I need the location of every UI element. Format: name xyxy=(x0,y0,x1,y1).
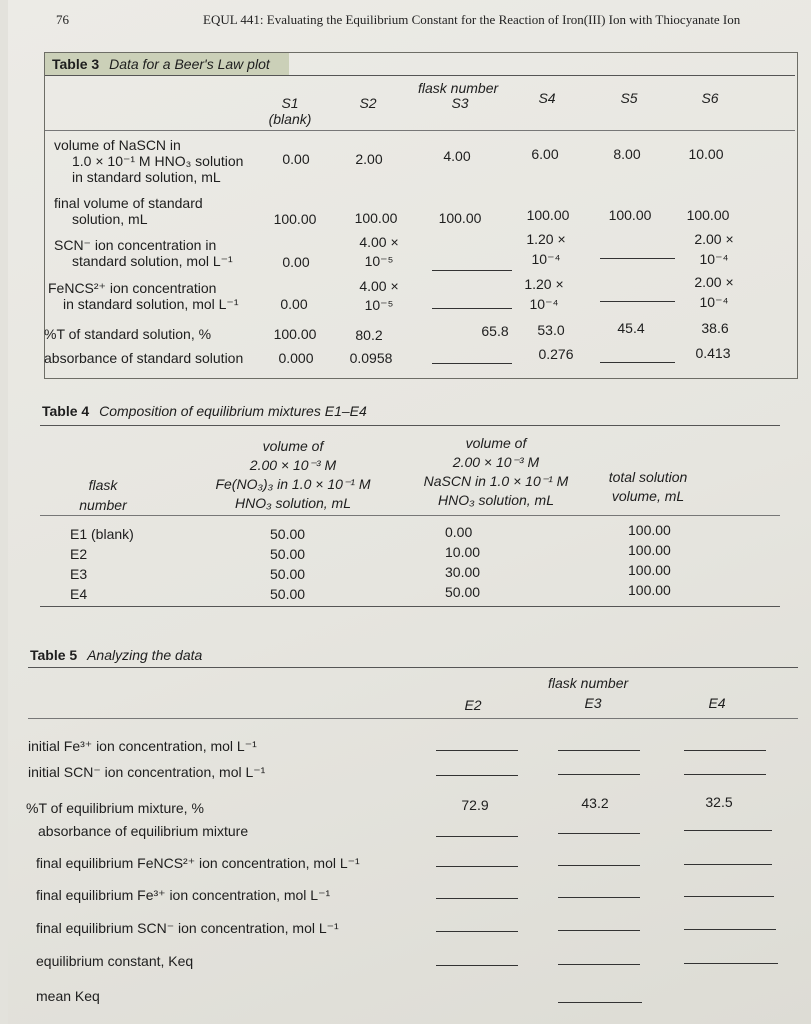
t5-r8-e2-blank xyxy=(436,965,518,966)
t3-r3-s3-blank xyxy=(432,270,512,271)
t5-r5-e2-blank xyxy=(436,866,518,867)
table5-label: Table 5 xyxy=(30,647,78,663)
table3-col-s5: S5 xyxy=(620,90,638,106)
table3-caption-rule xyxy=(45,75,795,76)
table4-top-rule xyxy=(40,425,780,426)
t4-scn-cell: 30.00 xyxy=(445,564,481,580)
t5-r3-e4: 32.5 xyxy=(705,794,733,810)
hdr-line: 2.00 × 10⁻³ M xyxy=(249,457,337,473)
t5-row9-label: mean Keq xyxy=(36,988,100,1004)
t4-flask-cell: E1 (blank) xyxy=(70,526,134,542)
t5-r3-e3: 43.2 xyxy=(581,795,609,811)
t5-r2-e2-blank xyxy=(436,775,518,776)
t5-row2-label: initial SCN⁻ ion concentration, mol L⁻¹ xyxy=(28,764,266,780)
t3-r3-s1: 0.00 xyxy=(282,254,310,270)
t3-r1-s2: 2.00 xyxy=(355,151,383,167)
t3-r4-s1: 0.00 xyxy=(280,296,308,312)
t5-r1-e3-blank xyxy=(558,750,640,751)
t3-r1-s3: 4.00 xyxy=(443,148,471,164)
hdr-line: number xyxy=(79,497,127,513)
t5-r8-e3-blank xyxy=(558,964,640,965)
hdr-line: 2.00 × 10⁻³ M xyxy=(452,454,540,470)
t4-fe-column xyxy=(270,524,305,604)
t4-scn-cell: 10.00 xyxy=(445,544,481,560)
t3-r3-s6: 2.00 × 10⁻⁴ xyxy=(694,231,734,267)
hdr-line: Fe(NO₃)₃ in 1.0 × 10⁻¹ M xyxy=(215,476,371,492)
label-line: SCN⁻ ion concentration in xyxy=(54,237,217,253)
t3-r3-s2: 4.00 × 10⁻⁵ xyxy=(359,234,399,269)
t5-col-e3: E3 xyxy=(584,695,602,711)
t5-col-e4: E4 xyxy=(708,695,726,711)
t3-r6-s2: 0.0958 xyxy=(349,350,393,366)
t4-scn-cell: 0.00 xyxy=(445,524,473,540)
table5-header-rule xyxy=(28,718,798,719)
t5-r6-e3-blank xyxy=(558,897,640,898)
t3-r6-s3-blank xyxy=(432,363,512,364)
label-line: standard solution, mol L⁻¹ xyxy=(72,253,233,269)
t5-row7-label: final equilibrium SCN⁻ ion concentration, mol L⁻¹ xyxy=(36,920,339,936)
t4-fe-cell: 50.00 xyxy=(270,546,306,562)
table4-caption xyxy=(42,403,367,419)
t4-total-cell: 100.00 xyxy=(628,562,671,578)
t3-row6-label: absorbance of standard solution xyxy=(44,350,244,366)
t4-fe-cell: 50.00 xyxy=(270,526,306,542)
hdr-line: HNO₃ solution, mL xyxy=(234,495,352,511)
t5-r2-e4-blank xyxy=(684,774,766,775)
t4-fe-cell: 50.00 xyxy=(270,586,306,602)
label-line: volume of NaSCN in xyxy=(54,137,181,153)
t3-r5-s1: 100.00 xyxy=(273,326,317,342)
t3-r2-s1: 100.00 xyxy=(273,211,317,227)
t3-r5-s6: 38.6 xyxy=(701,320,729,336)
t5-r6-e4-blank xyxy=(684,896,774,897)
t3-r1-s5: 8.00 xyxy=(613,146,641,162)
table3-label: Table 3 xyxy=(52,56,100,72)
t4-scn-cell: 50.00 xyxy=(445,584,481,600)
t3-row1-label xyxy=(54,137,243,185)
t3-r5-s5: 45.4 xyxy=(617,320,645,336)
t5-r5-e4-blank xyxy=(684,864,772,865)
t5-r7-e2-blank xyxy=(436,931,518,932)
table3-title: Data for a Beer's Law plot xyxy=(109,56,270,72)
col-sub: (blank) xyxy=(268,111,312,127)
t3-row2-label xyxy=(54,195,203,227)
table4-header-rule xyxy=(40,515,780,516)
t5-col-e2: E2 xyxy=(464,697,482,713)
t5-r7-e3-blank xyxy=(558,930,640,931)
t4-flask-cell: E3 xyxy=(70,566,88,582)
t5-r4-e3-blank xyxy=(558,833,640,834)
t3-r4-s4: 1.20 × 10⁻⁴ xyxy=(524,276,564,312)
hdr-line: volume of xyxy=(262,438,324,454)
t4-total-cell: 100.00 xyxy=(628,522,671,538)
table3-header-rule xyxy=(45,130,795,131)
t3-r4-s3-blank xyxy=(432,308,512,309)
worksheet-page xyxy=(8,0,811,1024)
table5-title: Analyzing the data xyxy=(87,647,203,663)
t3-r2-s4: 100.00 xyxy=(526,207,570,223)
t5-flask-number-header: flask number xyxy=(548,675,629,691)
hdr-line: volume, mL xyxy=(611,488,685,504)
label-line: 1.0 × 10⁻¹ M HNO₃ solution xyxy=(72,153,244,169)
t5-mean-keq-blank xyxy=(558,1002,642,1003)
t5-row1-label: initial Fe³⁺ ion concentration, mol L⁻¹ xyxy=(28,738,257,754)
t3-row3-label xyxy=(54,237,233,269)
t3-r5-s4: 53.0 xyxy=(537,322,565,338)
t4-header-scn xyxy=(391,434,601,510)
t3-r5-s3: 65.8 xyxy=(481,323,509,339)
table4-bottom-rule xyxy=(40,606,780,607)
label-line: solution, mL xyxy=(72,211,148,227)
t3-r6-s4: 0.276 xyxy=(538,346,574,362)
table3-col-s2: S2 xyxy=(359,95,377,111)
col-id: S1 xyxy=(281,95,299,111)
table3-caption xyxy=(52,56,270,72)
t5-r2-e3-blank xyxy=(558,774,640,775)
t5-r4-e2-blank xyxy=(436,836,518,837)
t4-flask-cell: E2 xyxy=(70,546,88,562)
t3-r6-s6: 0.413 xyxy=(695,345,731,361)
t5-row5-label: final equilibrium FeNCS²⁺ ion concentration, mol L⁻¹ xyxy=(36,855,360,871)
running-title: EQUL 441: Evaluating the Equilibrium Constant for the Reaction of Iron(III) Ion with Thiocyanate Ion xyxy=(203,12,741,27)
t3-r6-s5-blank xyxy=(600,362,675,363)
t3-r3-s5-blank xyxy=(600,258,675,259)
t5-r7-e4-blank xyxy=(684,929,776,930)
table3-col-s6: S6 xyxy=(701,90,719,106)
t5-r8-e4-blank xyxy=(684,963,778,964)
label-line: in standard solution, mL xyxy=(72,169,221,185)
t3-r4-s6: 2.00 × 10⁻⁴ xyxy=(694,274,734,310)
t5-r1-e2-blank xyxy=(436,750,518,751)
t3-r2-s5: 100.00 xyxy=(608,207,652,223)
t4-header-flask xyxy=(68,475,138,515)
t5-row3-label: %T of equilibrium mixture, % xyxy=(26,800,204,816)
t3-r2-s6: 100.00 xyxy=(686,207,730,223)
label-line: final volume of standard xyxy=(54,195,203,211)
table5-top-rule xyxy=(28,667,798,668)
table5-caption xyxy=(30,647,202,663)
table3-col-s4: S4 xyxy=(538,90,556,106)
label-line: in standard solution, mol L⁻¹ xyxy=(63,296,239,312)
t4-scn-column xyxy=(445,522,480,602)
t4-header-fe xyxy=(188,437,398,513)
t4-flask-cell: E4 xyxy=(70,586,88,602)
table3-col-s1 xyxy=(260,95,320,127)
t3-r1-s1: 0.00 xyxy=(282,151,310,167)
t3-r5-s2: 80.2 xyxy=(355,327,383,343)
t4-total-cell: 100.00 xyxy=(628,582,671,598)
t3-r1-s6: 10.00 xyxy=(688,146,724,162)
t5-r5-e3-blank xyxy=(558,865,640,866)
t3-row4-label xyxy=(48,280,238,312)
hdr-line: volume of xyxy=(465,435,527,451)
t3-r4-s5-blank xyxy=(600,301,675,302)
t3-r4-s2: 4.00 × 10⁻⁵ xyxy=(359,278,399,313)
hdr-line: NaSCN in 1.0 × 10⁻¹ M xyxy=(423,473,569,489)
t5-r6-e2-blank xyxy=(436,898,518,899)
t5-r4-e4-blank xyxy=(684,830,772,831)
table3-col-s3: S3 xyxy=(451,95,469,111)
page-number: 76 xyxy=(56,12,69,27)
t3-r2-s2: 100.00 xyxy=(354,210,398,226)
label-line: FeNCS²⁺ ion concentration xyxy=(48,280,217,296)
t4-total-cell: 100.00 xyxy=(628,542,671,558)
t4-fe-cell: 50.00 xyxy=(270,566,306,582)
t5-r3-e2: 72.9 xyxy=(461,797,489,813)
t5-row8-label: equilibrium constant, Keq xyxy=(36,953,194,969)
t5-r1-e4-blank xyxy=(684,750,766,751)
t3-r2-s3: 100.00 xyxy=(438,210,482,226)
table4-label: Table 4 xyxy=(42,403,90,419)
hdr-line: total solution xyxy=(608,469,688,485)
t3-r6-s1: 0.000 xyxy=(278,350,314,366)
t3-r3-s4: 1.20 × 10⁻⁴ xyxy=(526,231,566,267)
t3-row5-label: %T of standard solution, % xyxy=(44,326,212,342)
hdr-line: HNO₃ solution, mL xyxy=(437,492,555,508)
t5-row6-label: final equilibrium Fe³⁺ ion concentration, mol L⁻¹ xyxy=(36,887,331,903)
t5-row4-label: absorbance of equilibrium mixture xyxy=(38,823,249,839)
table3-flask-number-header: flask number xyxy=(418,80,499,96)
hdr-line: flask xyxy=(88,477,118,493)
t4-total-column xyxy=(628,520,671,600)
t3-r1-s4: 6.00 xyxy=(531,146,559,162)
t4-flask-column xyxy=(70,524,134,604)
table4-title: Composition of equilibrium mixtures E1–E4 xyxy=(99,403,367,419)
t4-header-total xyxy=(593,468,703,506)
